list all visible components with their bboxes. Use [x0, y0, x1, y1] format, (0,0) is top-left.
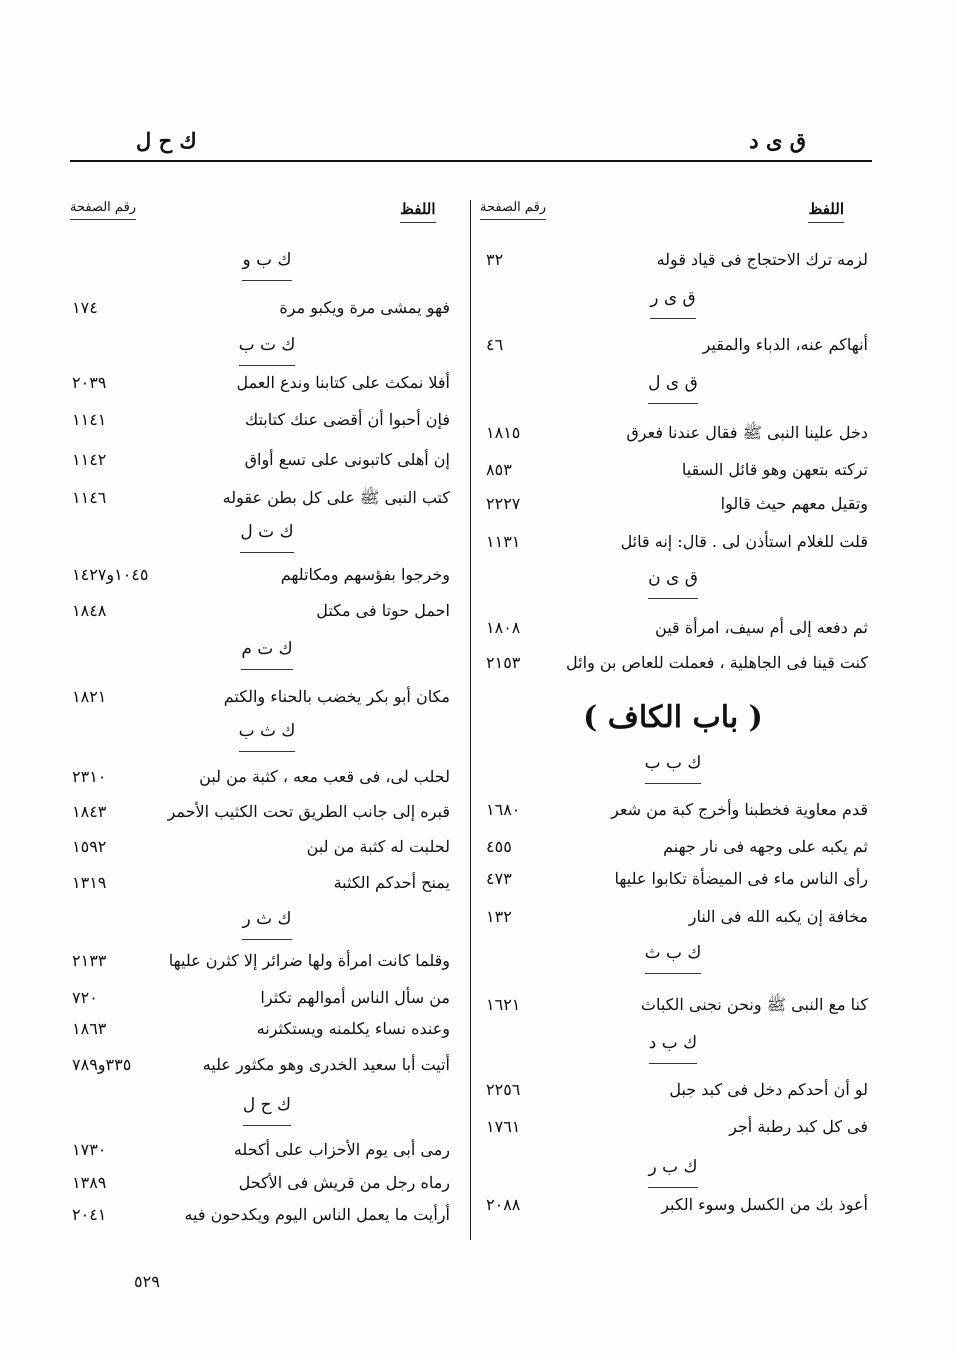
entry-page-ref: ١٦٨٠ [486, 800, 521, 819]
entry-phrase: رماه رجل من قريش فى الأكحل [238, 1173, 450, 1192]
index-entry [474, 832, 872, 862]
root-letters: ك ب د [649, 1028, 697, 1058]
entry-phrase: مكان أبو بكر يخضب بالحناء والكتم [223, 687, 450, 706]
entry-page-ref: ٢٢٥٦ [486, 1080, 521, 1099]
entry-page-ref: ١١٤١ [72, 410, 107, 429]
entry-page-ref: ١١٤٢ [72, 450, 107, 469]
entry-page-ref: ١٨١٥ [486, 423, 521, 442]
index-entry [474, 902, 872, 932]
entry-page-ref: ١٣٢ [486, 907, 512, 926]
entry-phrase: يمنح أحدكم الكثبة [333, 873, 450, 892]
index-entry [474, 489, 872, 519]
entry-phrase: كنت قينا فى الجاهلية ، فعملت للعاص بن وائل [566, 653, 868, 672]
root-letters: ك ث ر [242, 904, 291, 934]
index-entry [474, 864, 872, 894]
entry-phrase: لحلبت له كثبة من لبن [306, 837, 450, 856]
entry-page-ref: ٣٢ [486, 250, 504, 269]
root-letters: ك ب ب [645, 748, 702, 778]
root-heading [474, 748, 872, 778]
root-heading [66, 716, 468, 746]
entry-page-ref: ٢١٥٣ [486, 653, 521, 672]
entry-phrase: ثم دفعه إلى أم سيف، امرأة قين [655, 618, 868, 637]
index-entry [474, 990, 872, 1020]
root-heading [66, 634, 468, 664]
index-entry [66, 1168, 468, 1198]
root-letters: ق ى ل [648, 368, 698, 398]
left-col-page-header: رقم الصفحة [70, 200, 136, 220]
entry-phrase: كتب النبى ﷺ على كل بطن عقوله [222, 488, 450, 507]
root-letters: ك ب ث [645, 938, 702, 968]
index-entry [474, 1075, 872, 1105]
entry-phrase: دخل علينا النبى ﷺ فقال عندنا فعرق [626, 423, 868, 442]
entry-phrase: أتيت أبا سعيد الخدرى وهو مكثور عليه [202, 1055, 450, 1074]
index-entry [66, 868, 468, 898]
root-letters: ك ت ب [239, 330, 296, 360]
entry-phrase: فإن أحبوا أن أقضى عنك كتابتك [244, 410, 450, 429]
entry-page-ref: ٢٠٨٨ [486, 1195, 521, 1214]
entry-phrase: فهو يمشى مرة ويكبو مرة [279, 298, 450, 317]
index-entry [474, 245, 872, 275]
index-entry [66, 596, 468, 626]
index-entry [66, 483, 468, 513]
root-letters: ك ث ب [239, 716, 296, 746]
entry-page-ref: ٣٣٥و٧٨٩ [72, 1055, 132, 1074]
entry-phrase: كنا مع النبى ﷺ ونحن نجنى الكباث [640, 995, 868, 1014]
index-entry [474, 1190, 872, 1220]
index-entry [66, 797, 468, 827]
running-header-right: ق ى د [749, 128, 806, 153]
entry-phrase: لزمه ترك الاحتجاج فى قياد قوله [656, 250, 868, 269]
index-entry [66, 762, 468, 792]
entry-phrase: وتقيل معهم حيث قالوا [720, 494, 868, 513]
entry-phrase: من سأل الناس أموالهم تكثرا [260, 988, 450, 1007]
entry-phrase: أنهاكم عنه، الدباء والمقير [702, 335, 868, 354]
root-heading [66, 904, 468, 934]
entry-page-ref: ١٧٦١ [486, 1117, 521, 1136]
entry-page-ref: ٤٧٣ [486, 869, 512, 888]
right-col-word-header: اللفظ [808, 200, 844, 223]
index-entry [66, 983, 468, 1013]
entry-page-ref: ١٠٤٥و١٤٢٧ [72, 565, 149, 584]
entry-phrase: وعنده نساء يكلمنه ويستكثرنه [256, 1019, 450, 1038]
root-heading [66, 1090, 468, 1120]
index-entry [66, 946, 468, 976]
index-entry [66, 368, 468, 398]
entry-page-ref: ٢٣١٠ [72, 767, 107, 786]
entry-page-ref: ١٨٢١ [72, 687, 107, 706]
entry-phrase: أفلا نمكث على كتابنا وندع العمل [236, 373, 450, 392]
index-entry [474, 795, 872, 825]
root-heading [474, 1028, 872, 1058]
entry-page-ref: ١٥٩٢ [72, 837, 107, 856]
index-entry [474, 330, 872, 360]
index-entry [66, 1200, 468, 1230]
root-heading [66, 330, 468, 360]
entry-phrase: وخرجوا بفؤسهم ومكاتلهم [280, 565, 450, 584]
entry-page-ref: ١٦٢١ [486, 995, 521, 1014]
entry-page-ref: ١١٤٦ [72, 488, 107, 507]
entry-phrase: ثم يكبه على وجهه فى نار جهنم [663, 837, 868, 856]
root-letters: ك ت ل [240, 517, 293, 547]
entry-phrase: وقلما كانت امرأة ولها ضرائر إلا كثرن عليها [168, 951, 450, 970]
header-rule [70, 160, 872, 162]
index-entry [66, 682, 468, 712]
index-entry [474, 648, 872, 678]
root-letters: ك ب و [242, 245, 291, 275]
index-entry [474, 455, 872, 485]
entry-page-ref: ٢٠٣٩ [72, 373, 107, 392]
entry-page-ref: ١٧٣٠ [72, 1140, 107, 1159]
entry-page-ref: ١١٣١ [486, 532, 521, 551]
entry-phrase: قلت للغلام استأذن لى . قال: إنه قائل [620, 532, 868, 551]
root-heading [66, 517, 468, 547]
entry-page-ref: ٢٠٤١ [72, 1205, 107, 1224]
index-entry [474, 418, 872, 448]
index-entry [66, 445, 468, 475]
index-entry [66, 405, 468, 435]
entry-page-ref: ١٨٠٨ [486, 618, 521, 637]
index-entry [474, 1112, 872, 1142]
index-entry [66, 1014, 468, 1044]
entry-phrase: مخافة إن يكبه الله فى النار [688, 907, 868, 926]
entry-page-ref: ١٨٦٣ [72, 1019, 107, 1038]
entry-page-ref: ٧٢٠ [72, 988, 98, 1007]
root-letters: ك ب ر [648, 1152, 697, 1182]
entry-phrase: رأى الناس ماء فى الميضأة تكابوا عليها [614, 869, 868, 888]
root-heading [474, 563, 872, 593]
entry-phrase: لو أن أحدكم دخل فى كبد جبل [669, 1080, 868, 1099]
entry-page-ref: ٨٥٣ [486, 460, 512, 479]
entry-page-ref: ١٨٤٨ [72, 601, 107, 620]
entry-phrase: إن أهلى كاتبونى على تسع أواق [244, 450, 450, 469]
entry-page-ref: ٢١٣٣ [72, 951, 107, 970]
root-heading [474, 368, 872, 398]
index-entry [474, 613, 872, 643]
entry-page-ref: ٤٥٥ [486, 837, 512, 856]
root-letters: ق ى ن [648, 563, 698, 593]
root-letters: ق ى ر [650, 283, 696, 313]
entry-phrase: تركته بتعهن وهو قائل السقيا [681, 460, 868, 479]
column-divider [470, 200, 471, 1240]
root-heading [474, 1152, 872, 1182]
entry-phrase: قدم معاوية فخطبنا وأخرج كبة من شعر [611, 800, 868, 819]
section-title: ( باب الكاف ) [583, 700, 763, 735]
root-letters: ك ح ل [243, 1090, 291, 1120]
index-entry [66, 1050, 468, 1080]
root-heading [474, 283, 872, 313]
entry-phrase: لحلب لى، فى قعب معه ، كثبة من لبن [199, 767, 450, 786]
entry-page-ref: ١٧٤ [72, 298, 98, 317]
entry-phrase: أعوذ بك من الكسل وسوء الكبر [661, 1195, 868, 1214]
page-number: ٥٢٩ [134, 1272, 160, 1291]
entry-phrase: فى كل كبد رطبة أجر [729, 1117, 868, 1136]
entry-page-ref: ٢٢٢٧ [486, 494, 521, 513]
entry-page-ref: ١٣٨٩ [72, 1173, 107, 1192]
entry-phrase: احمل حوتا فى مكتل [316, 601, 450, 620]
left-col-word-header: اللفظ [400, 200, 436, 223]
entry-page-ref: ٤٦ [486, 335, 504, 354]
index-entry [66, 560, 468, 590]
root-letters: ك ت م [241, 634, 292, 664]
index-entry [66, 832, 468, 862]
entry-phrase: رمى أبى يوم الأحزاب على أكحله [233, 1140, 450, 1159]
right-col-page-header: رقم الصفحة [480, 200, 546, 220]
root-heading [66, 245, 468, 275]
root-heading [474, 938, 872, 968]
index-entry [66, 1135, 468, 1165]
running-header-left: ك ح ل [136, 128, 197, 153]
entry-page-ref: ١٨٤٣ [72, 802, 107, 821]
index-entry [474, 527, 872, 557]
index-entry [66, 293, 468, 323]
entry-phrase: قبره إلى جانب الطريق تحت الكثيب الأحمر [167, 802, 450, 821]
entry-phrase: أرأيت ما يعمل الناس اليوم ويكدحون فيه [184, 1205, 450, 1224]
entry-page-ref: ١٣١٩ [72, 873, 107, 892]
